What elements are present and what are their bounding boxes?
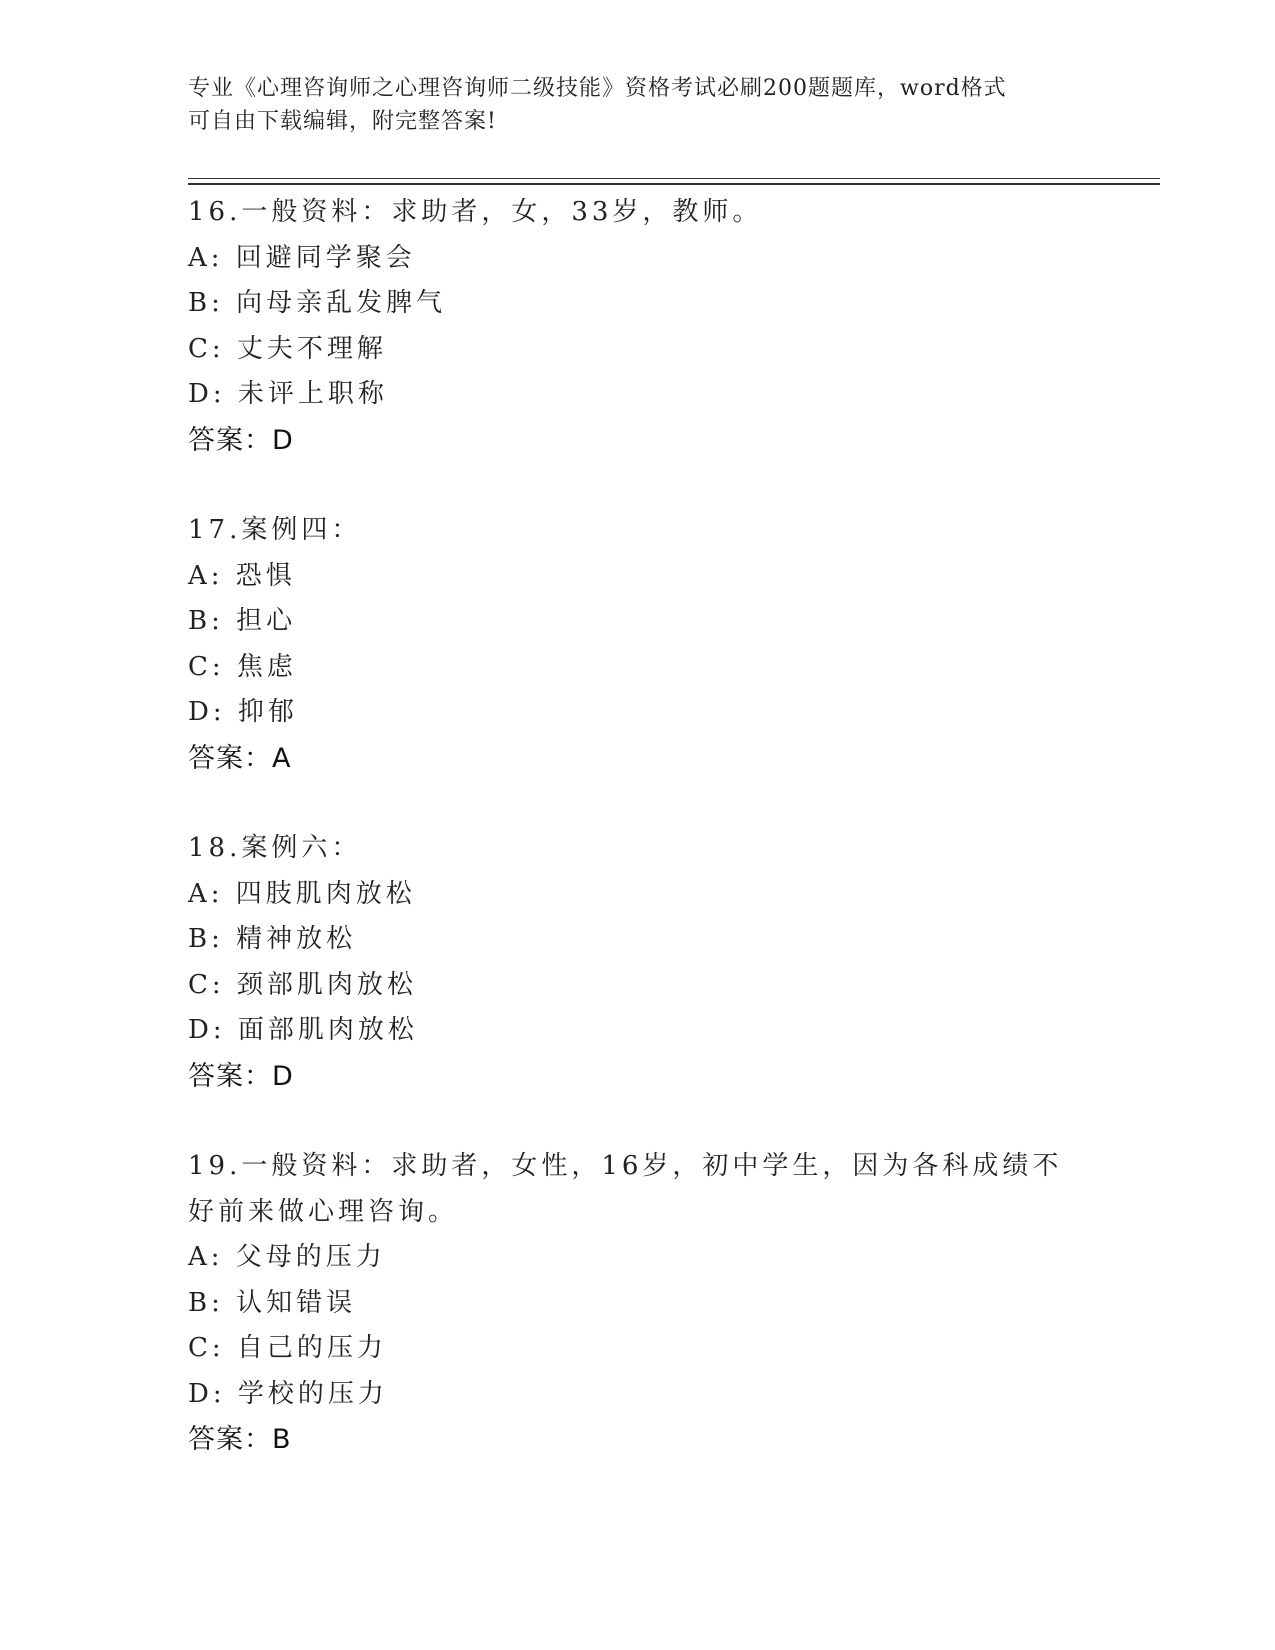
answer-text: 答案：B (188, 1424, 292, 1455)
option-a: A: 父母的压力 (188, 1242, 386, 1272)
option-b: B: 精神放松 (188, 924, 357, 954)
question-stem: 17.案例四： (188, 515, 362, 545)
option-c: C: 丈夫不理解 (188, 333, 387, 364)
option-d: D: 抑郁 (188, 697, 298, 727)
question-17 (188, 508, 1088, 781)
option-a: A: 回避同学聚会 (188, 242, 416, 273)
question-19 (188, 1144, 1088, 1463)
question-18 (188, 826, 1088, 1099)
question-stem: 18.案例六： (188, 833, 362, 863)
header-line-1: 专业《心理咨询师之心理咨询师二级技能》资格考试必刷200题题库，word格式 (188, 76, 1007, 101)
document-header (188, 72, 1068, 138)
header-line-2: 可自由下载编辑，附完整答案! (188, 109, 497, 134)
option-b: B: 向母亲乱发脾气 (188, 288, 447, 318)
header-rule-thick (188, 183, 1160, 185)
option-c: C: 焦虑 (188, 651, 297, 682)
option-d: D: 学校的压力 (188, 1378, 388, 1409)
option-a: A: 恐惧 (188, 560, 296, 591)
option-d: D: 面部肌肉放松 (188, 1015, 418, 1045)
header-rule-thin (188, 178, 1160, 179)
option-c: C: 自己的压力 (188, 1333, 387, 1363)
option-b: B: 担心 (188, 606, 297, 636)
question-stem: 19.一般资料：求助者，女性，16岁，初中学生，因为各科成绩不好前来做心理咨询。 (188, 1151, 1063, 1227)
option-c: C: 颈部肌肉放松 (188, 969, 417, 1000)
question-stem: 16.一般资料：求助者，女，33岁，教师。 (188, 197, 763, 227)
answer-text: 答案：D (188, 424, 294, 456)
option-a: A: 四肢肌肉放松 (188, 878, 416, 909)
question-16 (188, 190, 1088, 463)
option-d: D: 未评上职称 (188, 379, 388, 409)
answer-text: 答案：A (188, 742, 292, 774)
answer-text: 答案：D (188, 1060, 294, 1092)
option-b: B: 认知错误 (188, 1287, 357, 1318)
question-list (188, 190, 1088, 1508)
